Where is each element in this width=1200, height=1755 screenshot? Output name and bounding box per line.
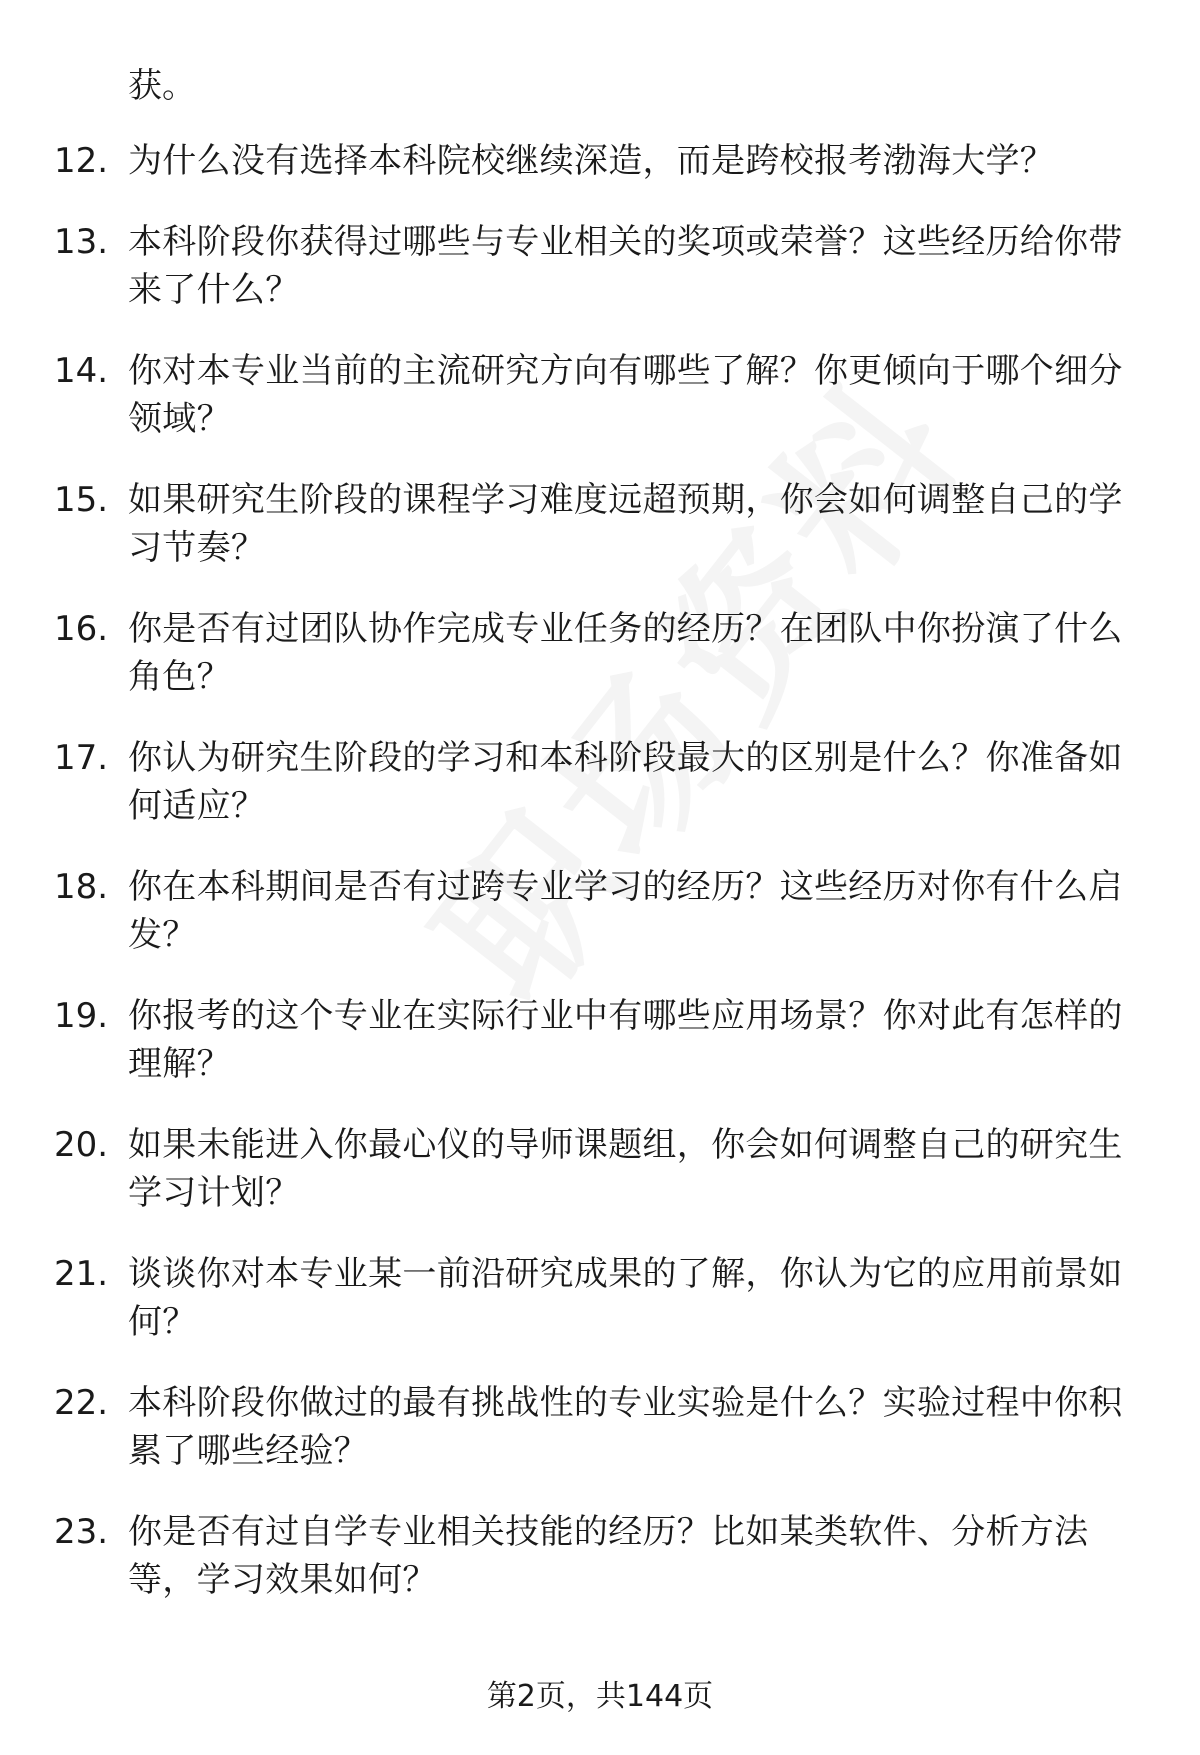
question-item [0,863,1200,959]
question-number: 12. [54,141,109,181]
question-item [0,347,1200,443]
continuation-text: 获。 [128,66,196,106]
question-text: 你报考的这个专业在实际行业中有哪些应用场景？你对此有怎样的理解？ [128,996,1123,1084]
question-item [0,137,1200,185]
question-number: 17. [54,738,109,778]
question-text: 你对本专业当前的主流研究方向有哪些了解？你更倾向于哪个细分领域？ [128,351,1123,439]
question-item [0,476,1200,572]
question-text: 为什么没有选择本科院校继续深造，而是跨校报考渤海大学？ [128,141,1055,181]
question-item [0,1379,1200,1475]
question-text: 你是否有过自学专业相关技能的经历？比如某类软件、分析方法等，学习效果如何？ [128,1512,1089,1600]
question-number: 20. [54,1125,109,1165]
question-item [0,605,1200,701]
question-number: 14. [54,351,109,391]
question-text: 如果未能进入你最心仪的导师课题组，你会如何调整自己的研究生学习计划？ [128,1125,1123,1213]
question-number: 15. [54,480,109,520]
question-text: 你认为研究生阶段的学习和本科阶段最大的区别是什么？你准备如何适应？ [128,738,1123,826]
question-text: 本科阶段你获得过哪些与专业相关的奖项或荣誉？这些经历给你带来了什么？ [128,222,1123,310]
question-number: 21. [54,1254,109,1294]
question-number: 18. [54,867,109,907]
question-item [0,218,1200,314]
question-item [0,734,1200,830]
question-text: 谈谈你对本专业某一前沿研究成果的了解，你认为它的应用前景如何？ [128,1254,1123,1342]
question-number: 23. [54,1512,109,1552]
question-number: 19. [54,996,109,1036]
question-number: 13. [54,222,109,262]
question-item [0,1250,1200,1346]
question-text: 如果研究生阶段的课程学习难度远超预期，你会如何调整自己的学习节奏？ [128,480,1123,568]
question-list [0,137,1200,1637]
question-item [0,1121,1200,1217]
question-text: 你在本科期间是否有过跨专业学习的经历？这些经历对你有什么启发？ [128,867,1123,955]
question-number: 22. [54,1383,109,1423]
question-text: 本科阶段你做过的最有挑战性的专业实验是什么？实验过程中你积累了哪些经验？ [128,1383,1123,1471]
question-number: 16. [54,609,109,649]
page-footer: 第2页，共144页 [486,1679,714,1714]
question-item [0,1508,1200,1604]
question-text: 你是否有过团队协作完成专业任务的经历？在团队中你扮演了什么角色？ [128,609,1123,697]
question-item [0,992,1200,1088]
